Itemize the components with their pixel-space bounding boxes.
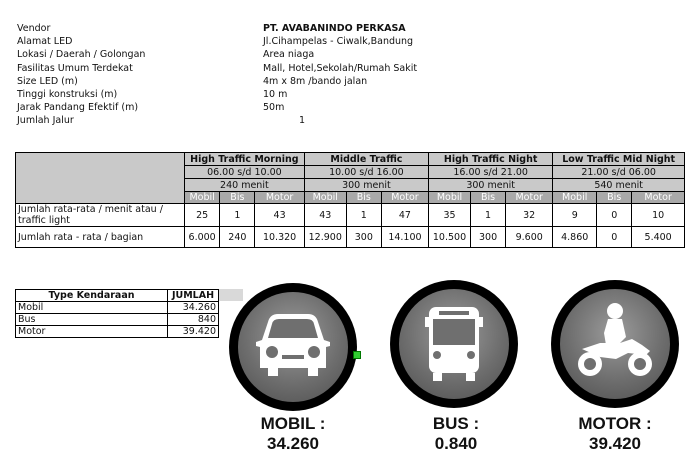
row-label: Jumlah rata - rata / bagian (16, 227, 185, 248)
motor-caption (555, 414, 675, 454)
summary-type: Mobil (16, 302, 168, 314)
resize-handle[interactable] (353, 351, 361, 359)
vehicle-header: Bis (346, 192, 381, 204)
caption-label: MOTOR : (578, 414, 652, 433)
table-cell: 43 (255, 204, 304, 227)
summary-total: 34.260 (168, 302, 219, 314)
info-label: Fasilitas Umum Terdekat (17, 62, 133, 74)
table-cell: 0 (597, 227, 632, 248)
caption-value: 0.840 (434, 434, 478, 453)
period-time: 21.00 s/d 06.00 (553, 166, 685, 179)
table-cell: 12.900 (304, 227, 346, 248)
traffic-table (15, 152, 685, 248)
table-cell: 35 (429, 204, 471, 227)
vehicle-header: Motor (381, 192, 428, 204)
table-cell: 10.500 (429, 227, 471, 248)
period-name-row (16, 153, 685, 166)
table-cell: 10 (632, 204, 685, 227)
bus-sign[interactable] (390, 280, 518, 408)
vehicle-header: Mobil (553, 192, 597, 204)
car-icon (238, 292, 348, 402)
period-duration: 300 menit (429, 179, 553, 192)
table-cell: 5.400 (632, 227, 685, 248)
caption-value: 39.420 (589, 434, 641, 453)
table-cell: 9 (553, 204, 597, 227)
summary-row (16, 326, 219, 338)
period-time: 10.00 s/d 16.00 (304, 166, 428, 179)
summary-total: 39.420 (168, 326, 219, 338)
summary-row (16, 314, 219, 326)
vehicle-header: Mobil (429, 192, 471, 204)
period-name: High Traffic Night (429, 153, 553, 166)
info-label: Size LED (m) (17, 75, 78, 87)
info-value: Area niaga (263, 49, 315, 61)
table-cell: 1 (220, 204, 255, 227)
summary-row (16, 302, 219, 314)
vehicle-header: Bis (471, 192, 506, 204)
vehicle-header: Motor (632, 192, 685, 204)
bus-caption (396, 414, 516, 454)
motorcycle-sign[interactable] (551, 280, 679, 408)
info-label: Jumlah Jalur (17, 115, 74, 127)
table-cell: 240 (220, 227, 255, 248)
caption-label: MOBIL : (260, 414, 326, 433)
table-cell: 4.860 (553, 227, 597, 248)
summary-total: 840 (168, 314, 219, 326)
caption-value: 34.260 (267, 434, 319, 453)
info-value: Mall, Hotel,Sekolah/Rumah Sakit (263, 62, 418, 74)
info-label: Jarak Pandang Efektif (m) (17, 102, 139, 114)
period-name: High Traffic Morning (184, 153, 304, 166)
table-cell: 14.100 (381, 227, 428, 248)
table-cell: 6.000 (184, 227, 219, 248)
table-cell: 47 (381, 204, 428, 227)
vehicle-header: Bis (220, 192, 255, 204)
summary-header-type: Type Kendaraan (16, 290, 168, 302)
vehicle-header: Motor (506, 192, 553, 204)
period-duration: 300 menit (304, 179, 428, 192)
info-value: 50m (263, 102, 285, 114)
table-cell: 1 (346, 204, 381, 227)
info-label: Alamat LED (17, 36, 73, 48)
vehicle-header: Mobil (184, 192, 219, 204)
table-cell: 43 (304, 204, 346, 227)
info-value: PT. AVABANINDO PERKASA (263, 23, 406, 34)
motorcycle-icon (560, 289, 670, 399)
table-cell: 300 (346, 227, 381, 248)
info-label: Lokasi / Daerah / Golongan (17, 49, 146, 61)
summary-table (15, 289, 219, 338)
summary-type: Motor (16, 326, 168, 338)
summary-header-total: JUMLAH (168, 290, 219, 302)
vehicle-header: Mobil (304, 192, 346, 204)
table-cell: 1 (471, 204, 506, 227)
period-name: Middle Traffic (304, 153, 428, 166)
period-duration: 240 menit (184, 179, 304, 192)
row-label: Jumlah rata-rata / menit atau / traffic light (16, 204, 185, 227)
per-minute-row (16, 204, 685, 227)
info-label: Tinggi konstruksi (m) (17, 88, 118, 100)
table-cell: 9.600 (506, 227, 553, 248)
vehicle-header: Bis (597, 192, 632, 204)
period-name: Low Traffic Mid Night (553, 153, 685, 166)
table-cell: 300 (471, 227, 506, 248)
period-time: 16.00 s/d 21.00 (429, 166, 553, 179)
period-time: 06.00 s/d 10.00 (184, 166, 304, 179)
table-corner (16, 153, 185, 204)
bus-icon (399, 289, 509, 399)
info-value: 4m x 8m /bando jalan (263, 75, 368, 87)
car-sign[interactable] (229, 283, 357, 411)
info-value: Jl.Cihampelas - Ciwalk,Bandung (263, 36, 414, 48)
info-value: 1 (299, 115, 306, 127)
vehicle-header: Motor (255, 192, 304, 204)
car-caption (233, 414, 353, 454)
info-value: 10 m (263, 88, 288, 100)
summary-header-row (16, 290, 219, 302)
table-cell: 32 (506, 204, 553, 227)
info-label: Vendor (17, 23, 51, 34)
table-cell: 10.320 (255, 227, 304, 248)
table-cell: 0 (597, 204, 632, 227)
caption-label: BUS : (432, 414, 480, 433)
period-duration: 540 menit (553, 179, 685, 192)
summary-type: Bus (16, 314, 168, 326)
per-part-row (16, 227, 685, 248)
table-cell: 25 (184, 204, 219, 227)
